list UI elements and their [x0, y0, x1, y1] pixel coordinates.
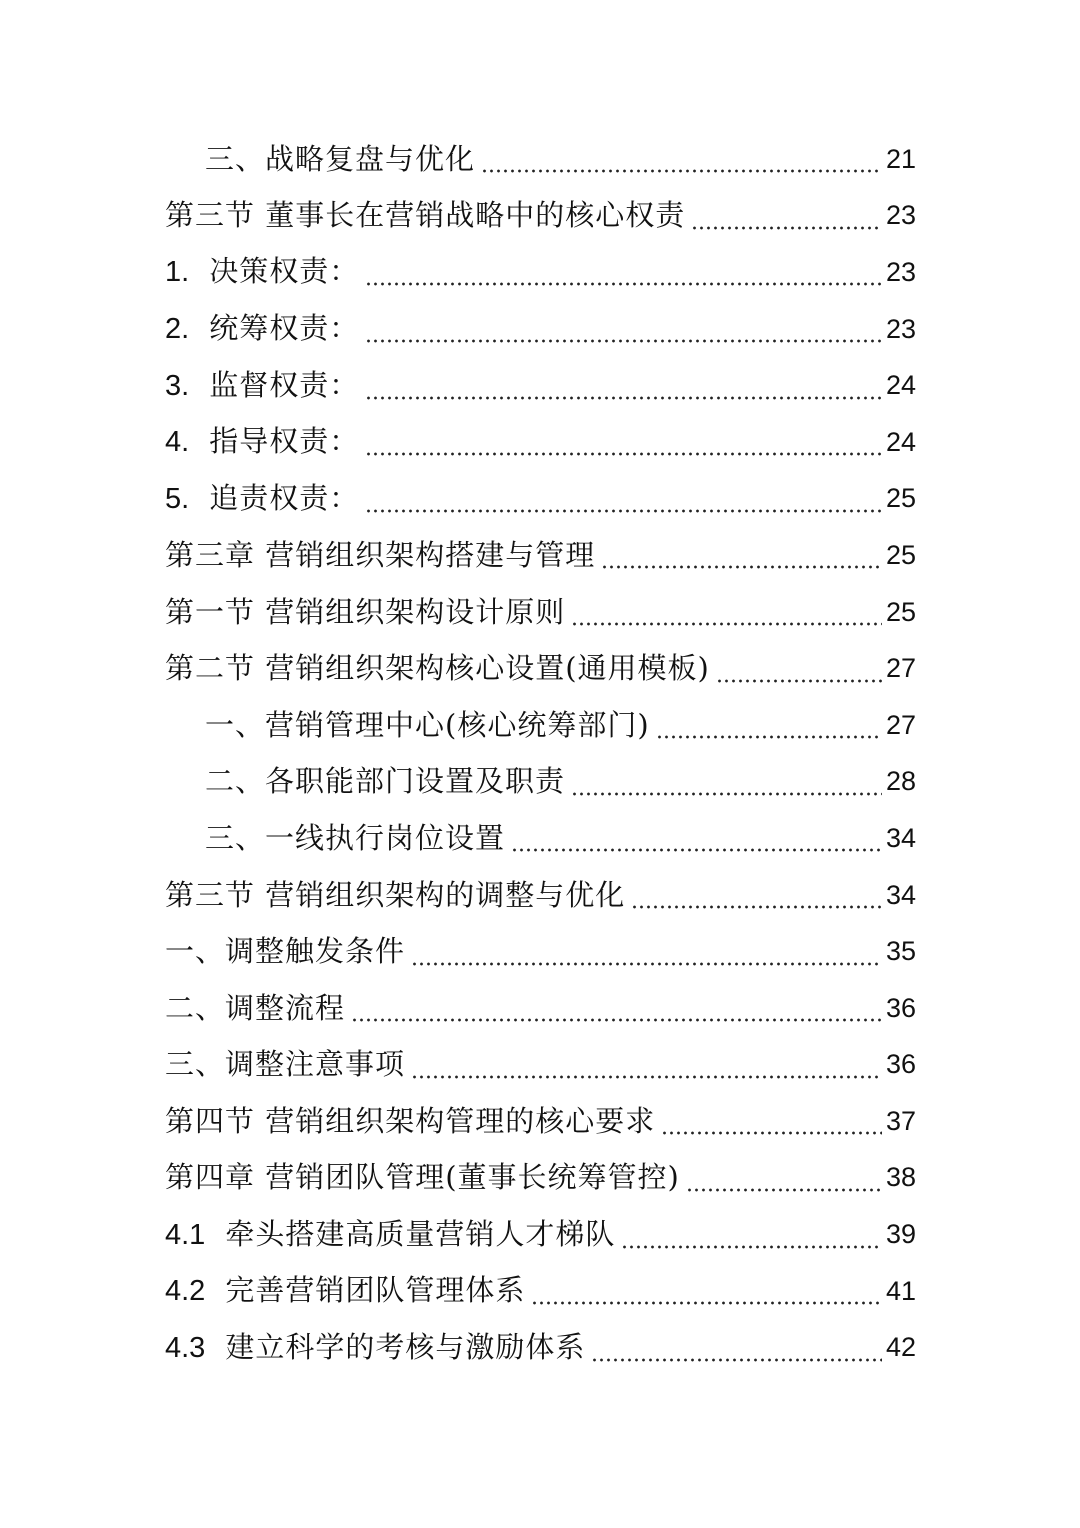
- toc-entry-label: [165, 990, 346, 1025]
- toc-entry-label: [165, 480, 360, 515]
- toc-entry-label: [165, 1329, 586, 1364]
- toc-entry-label: [165, 198, 686, 233]
- toc-page-number: 36: [885, 1049, 916, 1080]
- toc-dot-leader: [365, 379, 882, 401]
- toc-dot-leader: [411, 945, 882, 967]
- toc-entry[interactable]: [165, 244, 916, 301]
- toc-entry-label: [165, 877, 626, 912]
- toc-entry-text: 牵头搭建高质量营销人才梯队: [225, 1216, 616, 1251]
- toc-entry-label: [165, 367, 360, 402]
- toc-dot-leader: [511, 831, 882, 853]
- toc-entry[interactable]: [165, 188, 916, 245]
- toc-entry[interactable]: [165, 301, 916, 358]
- toc-entry-text: 第一节 营销组织架构设计原则: [165, 594, 566, 629]
- toc-entry-number: 5.: [165, 482, 190, 515]
- toc-dot-leader: [571, 775, 882, 797]
- toc-entry[interactable]: [165, 1037, 916, 1094]
- toc-entry-number: 2.: [165, 313, 190, 346]
- toc-entry-text: 三、调整注意事项: [165, 1047, 406, 1082]
- toc-entry-label: [165, 934, 406, 969]
- toc-entry-text: 三、战略复盘与优化: [205, 141, 476, 176]
- toc-dot-leader: [571, 605, 882, 627]
- toc-entry-text: 监督权责：: [209, 367, 360, 402]
- toc-dot-leader: [686, 1171, 882, 1193]
- toc-entry-text: 一、调整触发条件: [165, 934, 406, 969]
- toc-entry-label: [165, 1160, 680, 1195]
- toc-entry[interactable]: [165, 640, 916, 697]
- toc-dot-leader: [365, 492, 882, 514]
- toc-entry[interactable]: [165, 754, 916, 811]
- toc-entry-label: [165, 1216, 616, 1251]
- toc-dot-leader: [631, 888, 882, 910]
- toc-dot-leader: [531, 1284, 882, 1306]
- toc-page-number: 36: [885, 992, 916, 1023]
- toc-page-number: 25: [885, 483, 916, 514]
- toc-page-number: 28: [885, 766, 916, 797]
- toc-entry-text: 第四节 营销组织架构管理的核心要求: [165, 1103, 656, 1138]
- toc-entry[interactable]: [165, 584, 916, 641]
- toc-entry[interactable]: [165, 1093, 916, 1150]
- toc-entry-text: 第二节 营销组织架构核心设置(通用模板): [165, 651, 710, 686]
- toc-page-number: 34: [885, 822, 916, 853]
- toc-dot-leader: [716, 662, 882, 684]
- toc-entry[interactable]: [165, 810, 916, 867]
- toc-page-number: 25: [885, 596, 916, 627]
- toc-entry-text: 第三节 营销组织架构的调整与优化: [165, 877, 626, 912]
- toc-entry[interactable]: [165, 1263, 916, 1320]
- toc-entry-label: [165, 1047, 406, 1082]
- toc-entry-label: [205, 141, 476, 176]
- toc-entry-label: [165, 254, 360, 289]
- toc-entry-text: 第三节 董事长在营销战略中的核心权责: [165, 198, 686, 233]
- toc-dot-leader: [661, 1114, 882, 1136]
- toc-entry-label: [205, 707, 650, 742]
- toc-entry-text: 建立科学的考核与激励体系: [225, 1329, 586, 1364]
- toc-page-number: 23: [885, 313, 916, 344]
- toc-page-number: 37: [885, 1105, 916, 1136]
- toc-page-number: 35: [885, 936, 916, 967]
- toc-page-number: 27: [885, 653, 916, 684]
- toc-page-number: 38: [885, 1162, 916, 1193]
- toc-dot-leader: [365, 265, 882, 287]
- toc-entry[interactable]: [165, 1319, 916, 1376]
- toc-entry-number: 4.3: [165, 1331, 206, 1364]
- toc-entry[interactable]: [165, 980, 916, 1037]
- toc-entry-number: 4.2: [165, 1275, 206, 1308]
- toc-dot-leader: [691, 209, 882, 231]
- toc-entry-text: 二、调整流程: [165, 990, 346, 1025]
- toc-entry-label: [205, 820, 506, 855]
- toc-entry-label: [205, 764, 566, 799]
- toc-dot-leader: [365, 322, 882, 344]
- toc-entry-label: [165, 1103, 656, 1138]
- toc-dot-leader: [351, 1001, 882, 1023]
- toc-entry-number: 1.: [165, 256, 190, 289]
- toc-entry-label: [165, 651, 710, 686]
- toc-entry-text: 追责权责：: [209, 480, 360, 515]
- toc-entry-text: 二、各职能部门设置及职责: [205, 764, 566, 799]
- toc-page-number: 42: [885, 1332, 916, 1363]
- toc-dot-leader: [481, 152, 882, 174]
- toc-page-number: 24: [885, 426, 916, 457]
- toc-entry[interactable]: [165, 414, 916, 471]
- toc-page-number: 24: [885, 370, 916, 401]
- toc-entry-number: 4.1: [165, 1218, 206, 1251]
- toc-dot-leader: [591, 1341, 882, 1363]
- toc-entry[interactable]: [165, 1150, 916, 1207]
- toc-page-number: 39: [885, 1219, 916, 1250]
- toc-entry-label: [165, 1273, 526, 1308]
- toc-dot-leader: [365, 435, 882, 457]
- toc-entry-text: 第三章 营销组织架构搭建与管理: [165, 537, 596, 572]
- toc-entry[interactable]: [165, 357, 916, 414]
- toc-page-number: 21: [885, 143, 916, 174]
- toc-entry[interactable]: [165, 923, 916, 980]
- toc-page-number: 41: [885, 1275, 916, 1306]
- toc-entry-text: 指导权责：: [209, 424, 360, 459]
- toc-page-number: 27: [885, 709, 916, 740]
- toc-entry[interactable]: [165, 471, 916, 528]
- toc-entry-text: 第四章 营销团队管理(董事长统筹管控): [165, 1160, 680, 1195]
- toc-dot-leader: [411, 1058, 882, 1080]
- toc-page-number: 23: [885, 256, 916, 287]
- toc-entry-text: 三、一线执行岗位设置: [205, 820, 506, 855]
- toc-page-number: 25: [885, 539, 916, 570]
- toc-page-number: 34: [885, 879, 916, 910]
- toc-entry-text: 一、营销管理中心(核心统筹部门): [205, 707, 650, 742]
- table-of-contents: [165, 131, 916, 1376]
- toc-entry[interactable]: [165, 131, 916, 188]
- toc-entry-label: [165, 311, 360, 346]
- toc-entry[interactable]: [165, 1206, 916, 1263]
- toc-page-number: 23: [885, 200, 916, 231]
- toc-entry-label: [165, 537, 596, 572]
- toc-dot-leader: [601, 548, 882, 570]
- toc-entry-label: [165, 424, 360, 459]
- toc-entry-label: [165, 594, 566, 629]
- toc-entry-text: 统筹权责：: [209, 311, 360, 346]
- toc-entry-number: 4.: [165, 426, 190, 459]
- toc-entry[interactable]: [165, 527, 916, 584]
- toc-entry[interactable]: [165, 697, 916, 754]
- toc-dot-leader: [656, 718, 882, 740]
- toc-entry-number: 3.: [165, 369, 190, 402]
- toc-dot-leader: [621, 1228, 882, 1250]
- toc-entry-text: 完善营销团队管理体系: [225, 1273, 526, 1308]
- toc-entry[interactable]: [165, 867, 916, 924]
- toc-entry-text: 决策权责：: [209, 254, 360, 289]
